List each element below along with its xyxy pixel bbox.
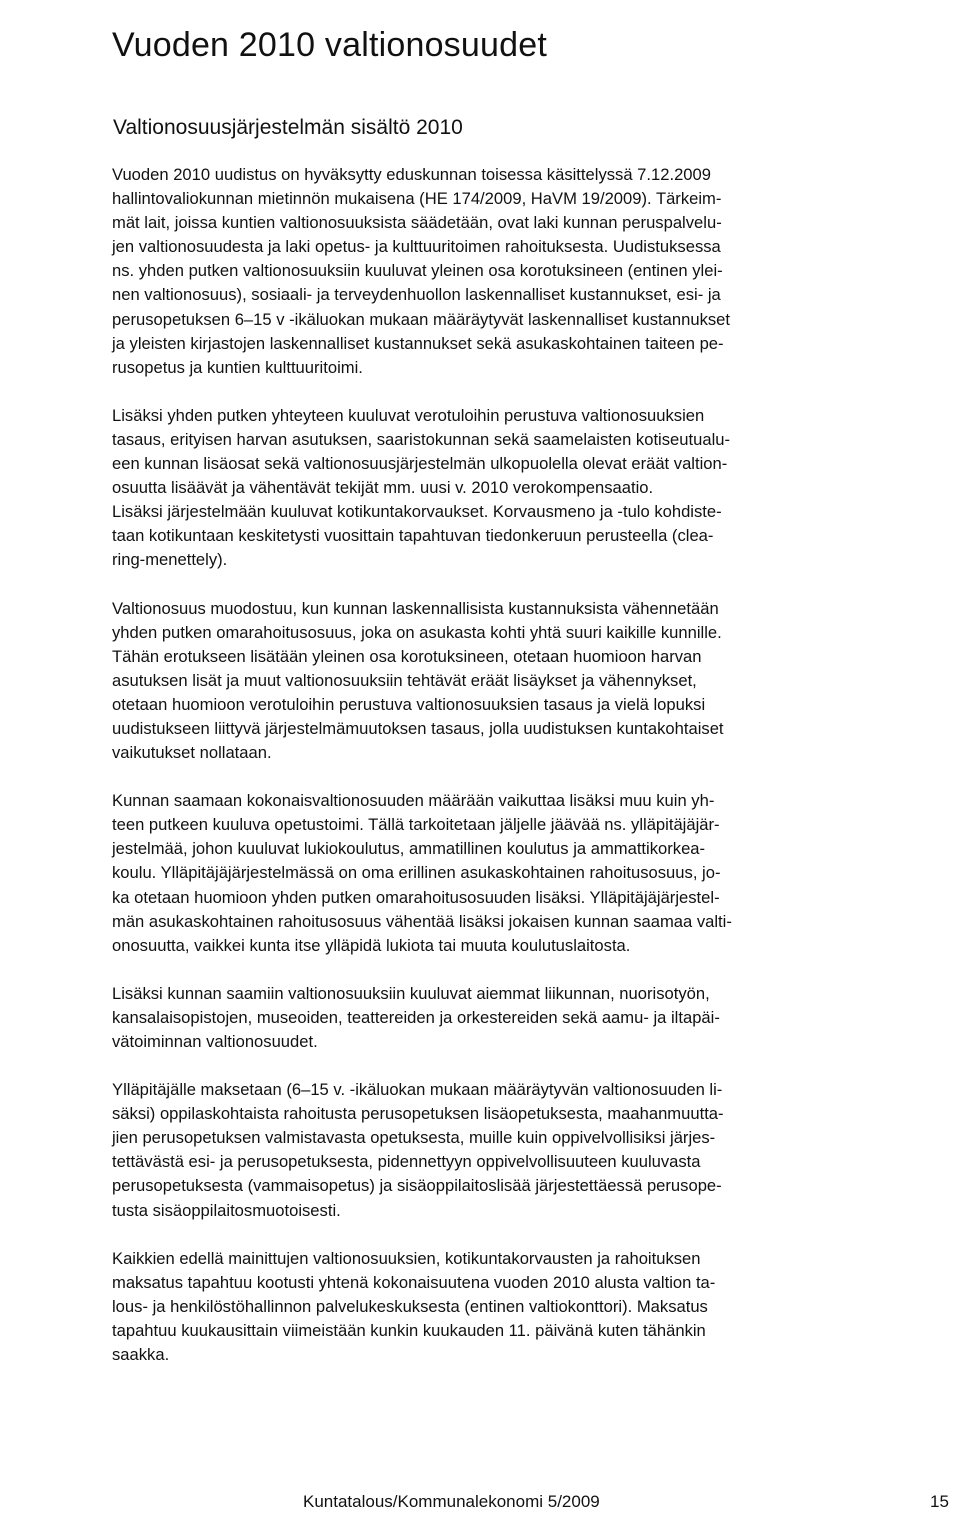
text-line: saakka. (112, 1345, 170, 1365)
text-line: mät lait, joissa kuntien valtionosuuksista säädetään, ovat laki kunnan peruspalvelu- (112, 213, 722, 233)
text-line: perusopetuksesta (vammaisopetus) ja sisäoppilaitoslisää järjestettäessä perusope- (112, 1176, 722, 1196)
text-line: jien perusopetuksen valmistavasta opetuksesta, muille kuin oppivelvollisiksi järjes- (112, 1128, 716, 1148)
text-line: ja yleisten kirjastojen laskennalliset kustannukset sekä asukaskohtainen taiteen pe- (112, 333, 724, 353)
footer-page-number: 15 (930, 1492, 949, 1511)
text-line: vaikutukset nollataan. (112, 743, 272, 763)
text-line: taan kotikuntaan keskitetysti vuosittain tapahtuvan tiedonkeruun perusteella (clea- (112, 526, 714, 546)
text-line: osuutta lisäävät ja vähentävät tekijät mm. uusi v. 2010 verokompensaatio. (112, 478, 654, 498)
text-line: kansalaisopistojen, museoiden, teattereiden ja orkestereiden sekä aamu- ja iltapäi- (112, 1007, 720, 1027)
text-line: tettävästä esi- ja perusopetuksesta, pidennettyyn oppivelvollisuuteen kuuluvasta (112, 1152, 701, 1172)
text-line: jen valtionosuudesta ja laki opetus- ja kulttuuritoimen rahoituksesta. Uudistuksessa (112, 237, 721, 257)
text-line: jestelmää, johon kuuluvat lukiokoulutus, ammatillinen koulutus ja ammattikorkea- (112, 839, 706, 859)
text-line: otetaan huomioon verotuloihin perustuva valtionosuuksien tasaus ja vielä lopuksi (112, 694, 706, 714)
paragraph (112, 789, 950, 958)
text-line: Vuoden 2010 uudistus on hyväksytty eduskunnan toisessa käsittelyssä 7.12.2009 (112, 165, 711, 184)
text-line: perusopetuksen 6–15 v -ikäluokan mukaan määräytyvät laskennalliset kustannukset (112, 309, 731, 329)
text-line: tusta sisäoppilaitosmuotoisesti. (112, 1200, 341, 1220)
section-heading: Valtionosuusjärjestelmän sisältö 2010 (113, 116, 463, 139)
text-line: Lisäksi yhden putken yhteyteen kuuluvat verotuloihin perustuva valtionosuuksien (112, 405, 705, 425)
text-line: tapahtuu kuukausittain viimeistään kunkin kuukauden 11. päivänä kuten tähänkin (112, 1320, 706, 1340)
text-line: uudistukseen liittyvä järjestelmämuutoksen tasaus, jolla uudistuksen kuntakohtaiset (112, 718, 724, 738)
text-line: Tähän erotukseen lisätään yleinen osa korotuksineen, otetaan huomioon harvan (112, 646, 702, 666)
footer-journal-name: Kuntatalous/Kommunalekonomi 5/2009 (303, 1492, 600, 1511)
text-line: koulu. Ylläpitäjäjärjestelmässä on oma erillinen asukaskohtainen rahoitusosuus, jo- (112, 863, 721, 883)
text-line: ns. yhden putken valtionosuuksiin kuuluvat yleinen osa korotuksineen (entinen ylei- (112, 261, 723, 281)
text-line: asutuksen lisät ja muut valtionosuuksiin tehtävät eräät lisäykset ja vähennykset, (112, 670, 697, 690)
text-line: nen valtionosuus), sosiaali- ja terveydenhuollon laskennalliset kustannukset, esi- ja (112, 285, 721, 305)
text-line: ring-menettely). (112, 550, 228, 570)
body-text (112, 163, 950, 1391)
text-line: rusopetus ja kuntien kulttuuritoimi. (112, 357, 363, 377)
text-line: lous- ja henkilöstöhallinnon palvelukeskuksesta (entinen valtiokonttori). Maksatus (112, 1296, 708, 1316)
text-line: tasaus, erityisen harvan asutuksen, saaristokunnan sekä saamelaisten kotiseutualu- (112, 429, 731, 449)
text-line: Valtionosuus muodostuu, kun kunnan laskennallisista kustannuksista vähennetään (112, 598, 719, 618)
text-line: hallintovaliokunnan mietinnön mukaisena (HE 174/2009, HaVM 19/2009). Tärkeim- (112, 189, 722, 209)
text-line: maksatus tapahtuu kootusti yhtenä kokonaisuutena vuoden 2010 alusta valtion ta- (112, 1272, 716, 1292)
paragraph (112, 163, 950, 380)
paragraph (112, 982, 950, 1054)
text-line: yhden putken omarahoitusosuus, joka on asukasta kohti yhtä suuri kaikille kunnille. (112, 622, 722, 642)
text-line: teen putkeen kuuluva opetustoimi. Tällä tarkoitetaan jäljelle jäävää ns. ylläpitäjäjär- (112, 815, 720, 835)
text-line: Kaikkien edellä mainittujen valtionosuuksien, kotikuntakorvausten ja rahoituksen (112, 1248, 701, 1268)
text-line: Kunnan saamaan kokonaisvaltionosuuden määrään vaikuttaa lisäksi muu kuin yh- (112, 791, 715, 811)
page-title: Vuoden 2010 valtionosuudet (112, 26, 547, 64)
text-line: säksi) oppilaskohtaista rahoitusta perusopetuksen lisäopetuksesta, maahanmuutta- (112, 1104, 724, 1124)
text-line: ka otetaan huomioon yhden putken omarahoitusosuuden lisäksi. Ylläpitäjäjärjestel- (112, 887, 720, 907)
text-line: Lisäksi kunnan saamiin valtionosuuksiin kuuluvat aiemmat liikunnan, nuorisotyön, (112, 983, 710, 1003)
text-line: een kunnan lisäosat sekä valtionosuusjärjestelmän ulkopuolella olevat eräät valtion- (112, 454, 728, 474)
text-line: Lisäksi järjestelmään kuuluvat kotikuntakorvaukset. Korvausmeno ja -tulo kohdiste- (112, 502, 722, 522)
text-line: Ylläpitäjälle maksetaan (6–15 v. -ikäluokan mukaan määräytyvän valtionosuuden li- (112, 1080, 723, 1100)
paragraph (112, 1078, 950, 1223)
paragraph (112, 597, 950, 766)
text-line: vätoiminnan valtionosuudet. (112, 1032, 318, 1051)
text-line: män asukaskohtainen rahoitusosuus vähentää lisäksi jokaisen kunnan saamaa valti- (112, 911, 732, 931)
paragraph (112, 1247, 950, 1367)
text-line: onosuutta, vaikkei kunta itse ylläpidä lukiota tai muuta koulutuslaitosta. (112, 935, 631, 955)
paragraph (112, 404, 950, 573)
